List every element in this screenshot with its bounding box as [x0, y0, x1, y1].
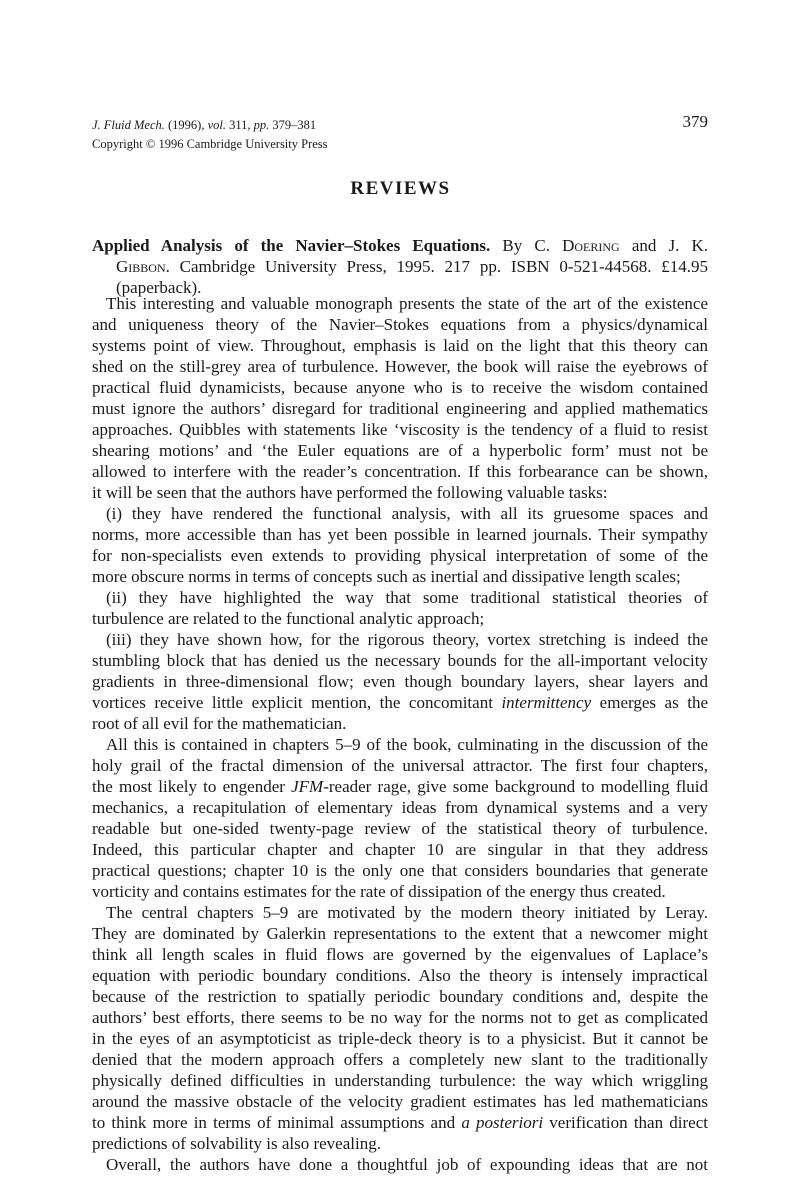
text-line: All this is contained in chapters 5–9 of the book, culminating in the discussion of the	[106, 735, 708, 754]
paragraph	[92, 587, 708, 629]
text-line: think all length scales in fluid flows are governed by the eigenvalues of Laplace’s	[92, 945, 708, 964]
italic-term: a posteriori	[461, 1113, 544, 1132]
publication-details: . Cambridge University Press, 1995. 217 pp. ISBN 0-521-44568. £14.95	[165, 257, 708, 276]
paragraph	[92, 629, 708, 734]
text-line: practical fluid dynamicists, because anyone who is to receive the wisdom contained	[92, 378, 708, 397]
text-line: (ii) they have highlighted the way that some traditional statistical theories of	[106, 588, 708, 607]
text-line: must ignore the authors’ disregard for traditional engineering and applied mathematics	[92, 399, 708, 418]
text-line: (i) they have rendered the functional analysis, with all its gruesome spaces and	[106, 504, 708, 523]
text-line: in the eyes of an asymptoticist as triple-deck theory is to a physicist. But it cannot be	[92, 1029, 708, 1048]
section-title: REVIEWS	[350, 178, 451, 199]
review-body	[92, 293, 708, 1175]
by-text: By C.	[490, 236, 563, 255]
text-line: allowed to interfere with the reader’s concentration. If this forbearance can be shown,	[92, 462, 708, 481]
text-line	[92, 1112, 708, 1133]
text-line: Overall, the authors have done a thoughtful job of expounding ideas that are not	[106, 1155, 708, 1174]
book-reference-line-2	[92, 256, 708, 277]
text-line: root of all evil for the mathematician.	[92, 714, 347, 733]
paragraph	[92, 293, 708, 503]
text-line: vorticity and contains estimates for the rate of dissipation of the energy thus created.	[92, 882, 666, 901]
journal-citation-part: 379–381	[269, 118, 317, 132]
text-line: more obscure norms in terms of concepts such as inertial and dissipative length scales;	[92, 567, 681, 586]
book-reference	[92, 235, 708, 298]
text-segment: verification than direct	[543, 1113, 708, 1132]
paragraph	[92, 503, 708, 587]
text-segment: vortices receive little explicit mention, the concomitant	[92, 693, 502, 712]
journal-citation-part: vol.	[207, 118, 226, 132]
text-line: denied that the modern approach offers a completely new slant to the traditionally	[92, 1050, 708, 1069]
text-line: This interesting and valuable monograph presents the state of the art of the existence	[106, 294, 708, 313]
text-line: (iii) they have shown how, for the rigorous theory, vortex stretching is indeed the	[106, 630, 708, 649]
text-line: practical questions; chapter 10 is the only one that considers boundaries that generate	[92, 861, 708, 880]
text-line: shed on the still-grey area of turbulence. However, the book will raise the eyebrows of	[92, 357, 708, 376]
text-line	[92, 692, 708, 713]
text-line: The central chapters 5–9 are motivated by the modern theory initiated by Leray.	[106, 903, 708, 922]
text-line: shearing motions’ and ‘the Euler equations are of a hyperbolic form’ must not be	[92, 441, 708, 460]
and-text: and J. K.	[619, 236, 708, 255]
text-line: approaches. Quibbles with statements like ‘viscosity is the tendency of a fluid to resist	[92, 420, 708, 439]
text-line: stumbling block that has denied us the necessary bounds for the all-important velocity	[92, 651, 708, 670]
journal-citation-part: (1996),	[164, 118, 208, 132]
text-line: norms, more accessible than has yet been possible in learned journals. Their sympathy	[92, 525, 708, 544]
text-line: predictions of solvability is also revealing.	[92, 1134, 381, 1153]
text-segment: the most likely to engender	[92, 777, 292, 796]
text-line: readable but one-sided twenty-page review of the statistical theory of turbulence.	[92, 819, 708, 838]
journal-citation	[92, 117, 316, 133]
book-reference-line-1	[92, 235, 708, 256]
text-line: Indeed, this particular chapter and chapter 10 are singular in that they address	[92, 840, 708, 859]
text-segment: emerges as the	[591, 693, 708, 712]
paragraph	[92, 1154, 708, 1175]
italic-term: intermittency	[501, 693, 592, 712]
author-doering: Doering	[562, 236, 620, 255]
text-line: They are dominated by Galerkin representations to the extent that a newcomer might	[92, 924, 708, 943]
text-line: systems point of view. Throughout, emphasis is laid on the light that this theory can	[92, 336, 708, 355]
book-binding: (paperback).	[116, 278, 202, 297]
text-line: holy grail of the fractal dimension of the universal attractor. The first four chapters,	[92, 756, 708, 775]
text-line	[92, 776, 708, 797]
journal-citation-part: J. Fluid Mech.	[92, 118, 165, 132]
text-line: gradients in three-dimensional flow; even though boundary layers, shear layers and	[92, 672, 708, 691]
text-line: physically defined difficulties in understanding turbulence: the way which wriggling	[92, 1071, 708, 1090]
italic-term: JFM	[291, 777, 324, 796]
text-line: it will be seen that the authors have performed the following valuable tasks:	[92, 483, 608, 502]
paragraph	[92, 734, 708, 902]
text-line: around the massive obstacle of the velocity gradient estimates has led mathematicians	[92, 1092, 708, 1111]
paragraph	[92, 902, 708, 1154]
book-title: Applied Analysis of the Navier–Stokes Equations.	[92, 236, 491, 255]
page-number: 379	[682, 112, 708, 131]
text-line: equation with periodic boundary conditions. Also the theory is intensely impractical	[92, 966, 708, 985]
text-line: authors’ best efforts, there seems to be no way for the norms not to get as complicated	[92, 1008, 708, 1027]
text-line: mechanics, a recapitulation of elementary ideas from dynamical systems and a very	[92, 798, 708, 817]
journal-citation-part: 311,	[226, 118, 254, 132]
text-line: for non-specialists even extends to providing physical interpretation of some of the	[92, 546, 708, 565]
text-line: turbulence are related to the functional analytic approach;	[92, 609, 485, 628]
text-line: because of the restriction to spatially periodic boundary conditions and, despite the	[92, 987, 708, 1006]
author-gibbon: Gibbon	[116, 257, 166, 276]
text-segment: to think more in terms of minimal assumptions and	[92, 1113, 462, 1132]
text-segment: -reader rage, give some background to modelling fluid	[323, 777, 708, 796]
journal-citation-part: pp.	[253, 118, 270, 132]
text-line: and uniqueness theory of the Navier–Stokes equations from a physics/dynamical	[92, 315, 708, 334]
copyright-line: Copyright © 1996 Cambridge University Press	[92, 137, 328, 151]
